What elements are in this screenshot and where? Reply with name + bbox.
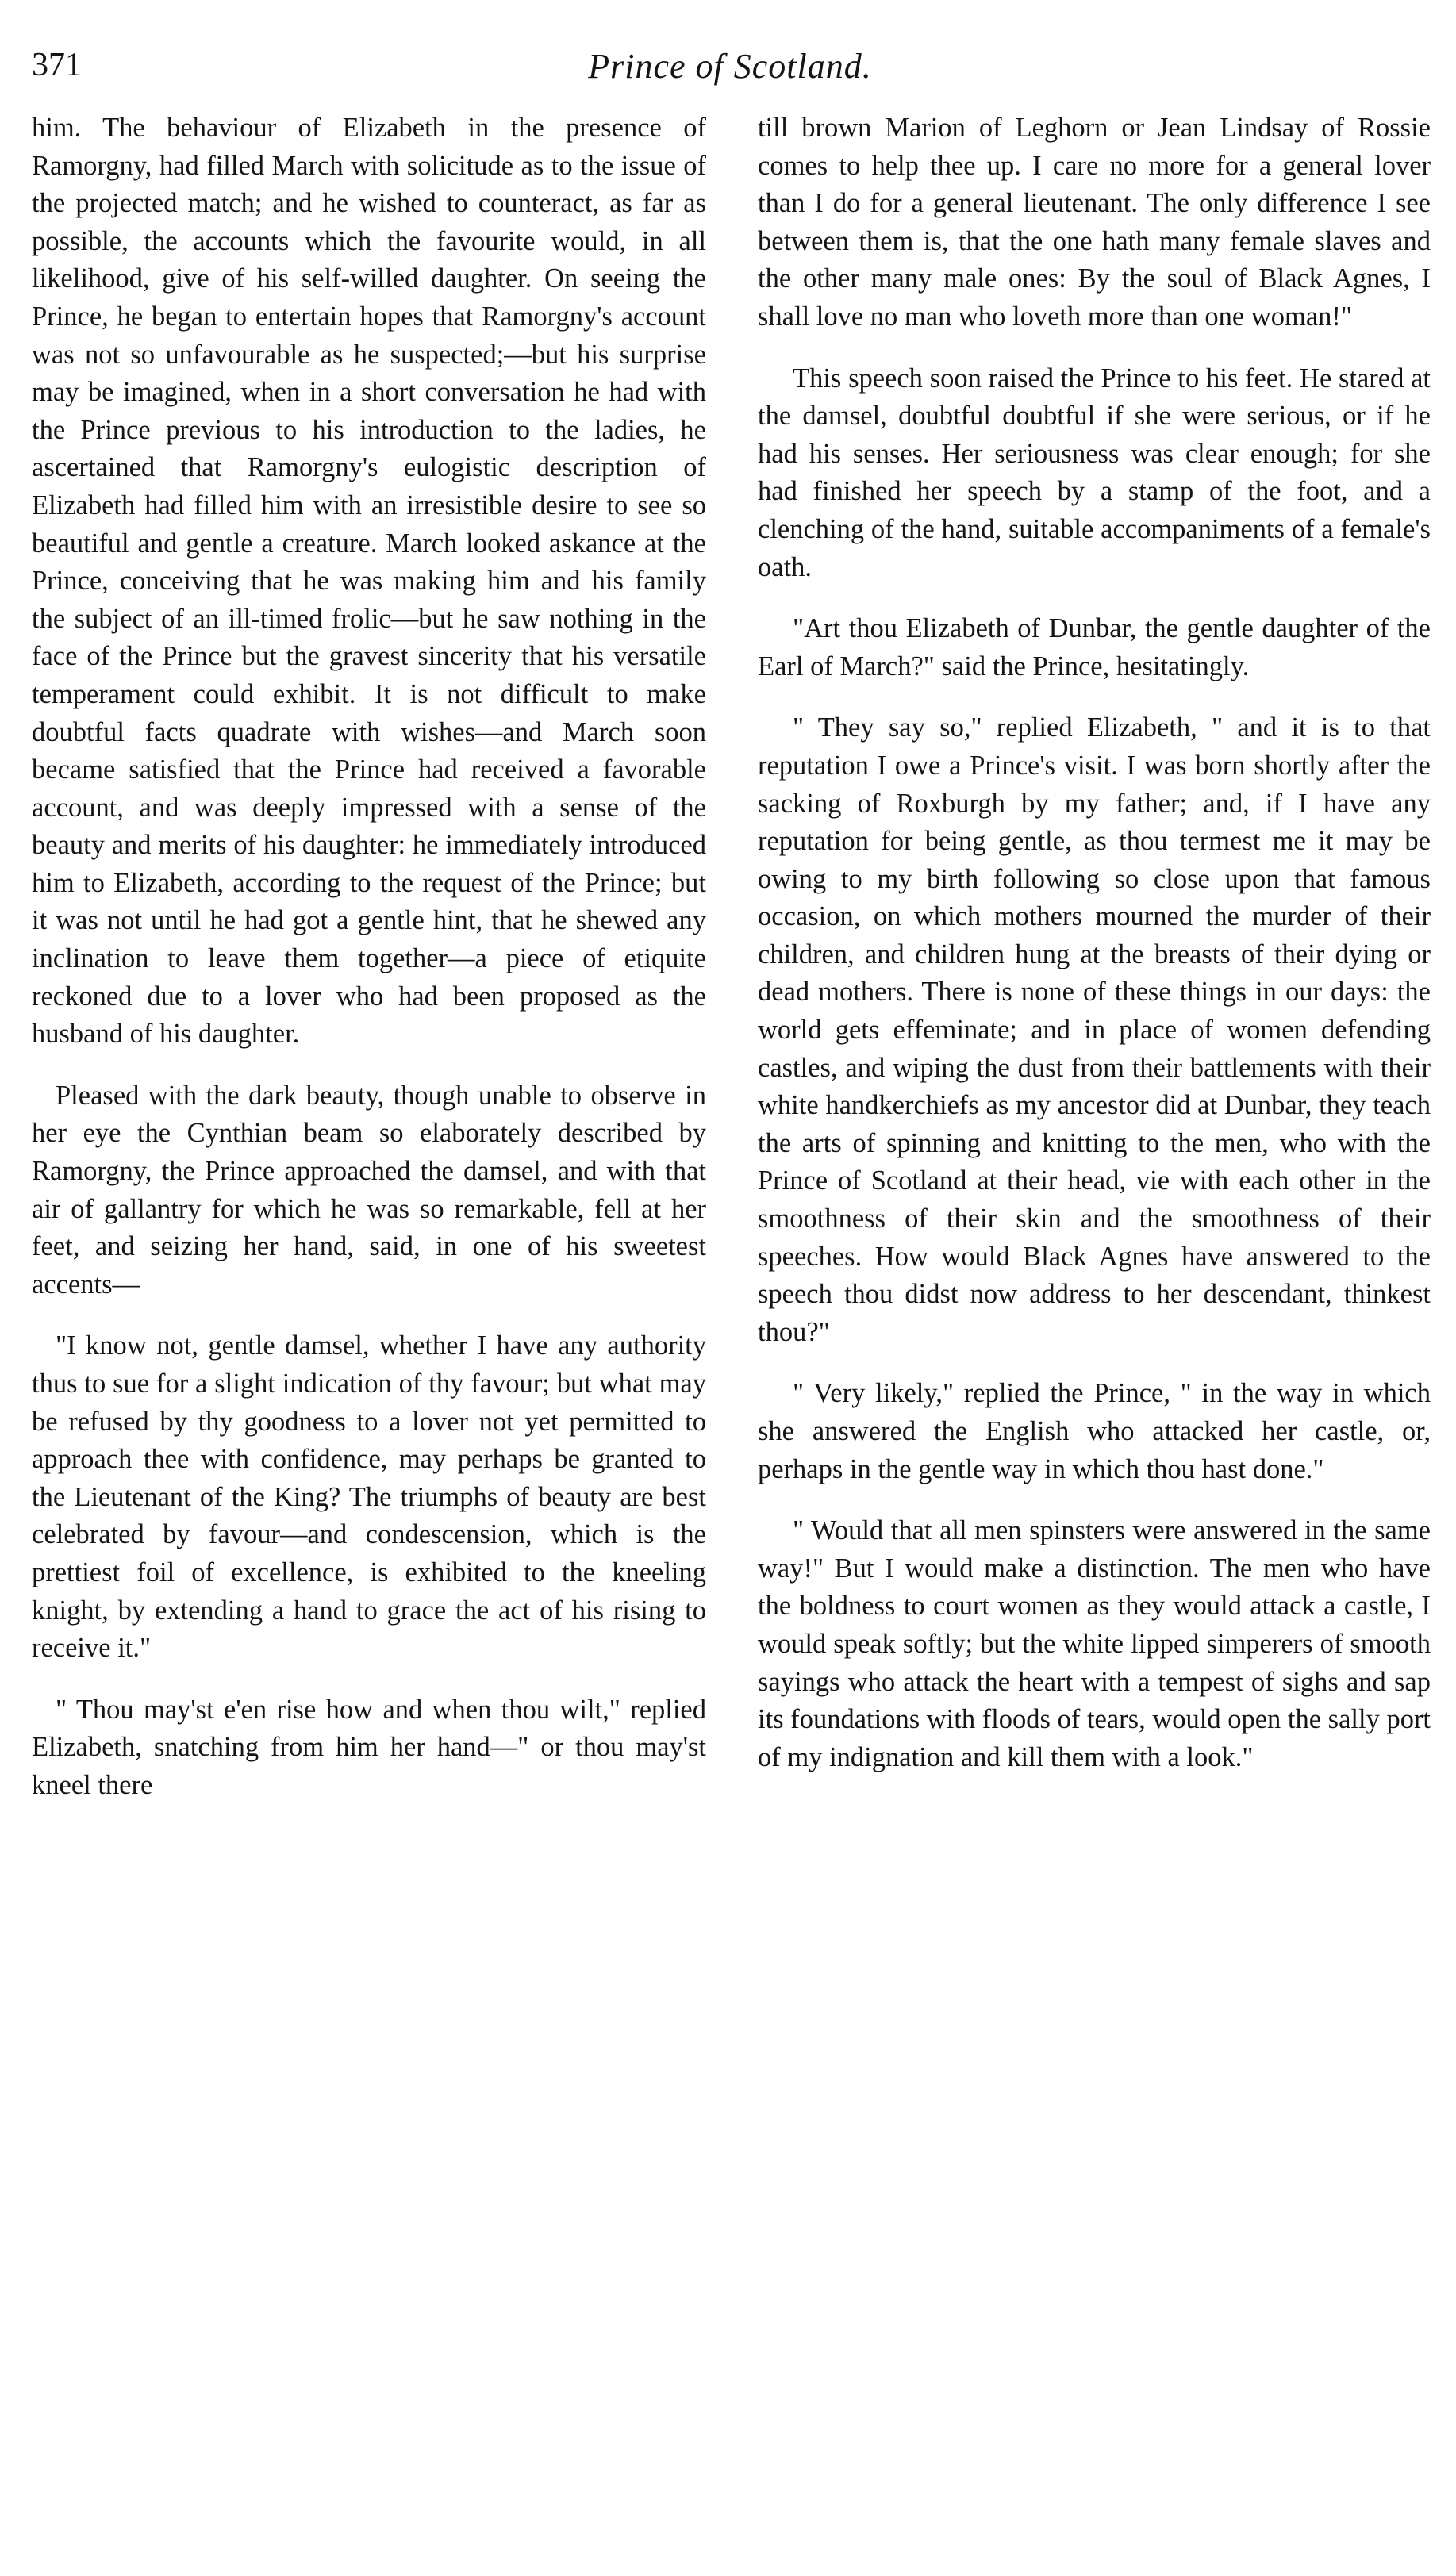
paragraph: "I know not, gentle damsel, whether I have any authority thus to sue for a slight indication of thy favour; but what may be refused by thy goodness to a lover not yet permitted to approach thee with confidence, may perhaps be granted to the Lieutenant of the King? The triumphs of beauty are best celebrated by favour—and condescension, which is the prettiest foil of excellence, is exhibited to the kneeling knight, by extending a hand to grace the act of his rising to receive it." — [32, 1330, 706, 1664]
paragraph: " They say so," replied Elizabeth, " and it is to that reputation I owe a Prince's visit. I was born shortly after the sacking of Roxburgh by my father; and, if I have any reputation for being gentle, as thou termest me it may be owing to my birth following so close upon that famous occasion, on which mothers mourned the murder of their children, and children hung at the breasts of their dying or dead mothers. There is none of these things in our days: the world gets effeminate; and in place of women defending castles, and wiping the dust from their battlements with their white handkerchiefs as my ancestor did at Dunbar, they teach the arts of spinning and knitting to the men, who with the Prince of Scotland at their head, vie with each other in the smoothness of their skin and the smoothness of their speeches. How would Black Agnes have answered to the speech thou didst now address to her descendant, thinkest thou?" — [758, 712, 1431, 1347]
paragraph: " Very likely," replied the Prince, " in the way in which she answered the English who attacked her castle, or, perhaps in the gentle way in which thou hast done." — [758, 1378, 1431, 1484]
paragraph: till brown Marion of Leghorn or Jean Lindsay of Rossie comes to help thee up. I care no more for a general lover than I do for a general lieutenant. The only difference I see between them is, that the one hath many female slaves and the other many male ones: By the soul of Black Agnes, I shall love no man who loveth more than one woman!" — [758, 113, 1431, 332]
paragraph: Pleased with the dark beauty, though unable to observe in her eye the Cynthian beam so elaborately described by Ramorgny, the Prince approached the damsel, and with that air of gallantry for which he was so remarkable, fell at her feet, and seizing her hand, said, in one of his sweetest accents— — [32, 1080, 706, 1300]
page-header — [32, 46, 1428, 102]
left-column — [32, 109, 706, 1805]
running-title: Prince of Scotland. — [588, 47, 872, 86]
paragraph: " Would that all men spinsters were answered in the same way!" But I would make a distinction. The men who have the boldness to court women as they would attack a castle, I would speak softly; but the white lipped simperers of smooth sayings who attack the heart with a tempest of sighs and sap its foundations with floods of tears, would open the sally port of my indignation and kill them with a look." — [758, 1515, 1431, 1772]
page-number: 371 — [32, 47, 82, 83]
paragraph: "Art thou Elizabeth of Dunbar, the gentle daughter of the Earl of March?" said the Prince, hesitatingly. — [758, 613, 1431, 681]
paragraph: This speech soon raised the Prince to his feet. He stared at the damsel, doubtful doubtful if she were serious, or if he had his senses. Her seriousness was clear enough; for she had finished her speech by a stamp of the foot, and a clenching of the hand, suitable accompaniments of a female's oath. — [758, 363, 1431, 582]
paragraph: " Thou may'st e'en rise how and when thou wilt," replied Elizabeth, snatching from him her hand—" or thou may'st kneel there — [32, 1694, 706, 1800]
paragraph: him. The behaviour of Elizabeth in the presence of Ramorgny, had filled March with solicitude as to the issue of the projected match; and he wished to counteract, as far as possible, the accounts which the favourite would, in all likelihood, give of his self-willed daughter. On seeing the Prince, he began to entertain hopes that Ramorgny's account was not so unfavourable as he suspected;—but his surprise may be imagined, when in a short conversation he had with the Prince previous to his introduction to the ladies, he ascertained that Ramorgny's eulogistic description of Elizabeth had filled him with an irresistible desire to see so beautiful and gentle a creature. March looked askance at the Prince, conceiving that he was making him and his family the subject of an ill-timed frolic—but he saw nothing in the face of the Prince but the gravest sincerity that his versatile temperament could exhibit. It is not difficult to make doubtful facts quadrate with wishes—and March soon became satisfied that the Prince had received a favorable account, and was deeply impressed with a sense of the beauty and merits of his daughter: he immediately introduced him to Elizabeth, according to the request of the Prince; but it was not until he had got a gentle hint, that he shewed any inclination to leave them together—a piece of etiquite reckoned due to a lover who had been proposed as the husband of his daughter. — [32, 113, 706, 1050]
right-column — [758, 109, 1431, 1776]
